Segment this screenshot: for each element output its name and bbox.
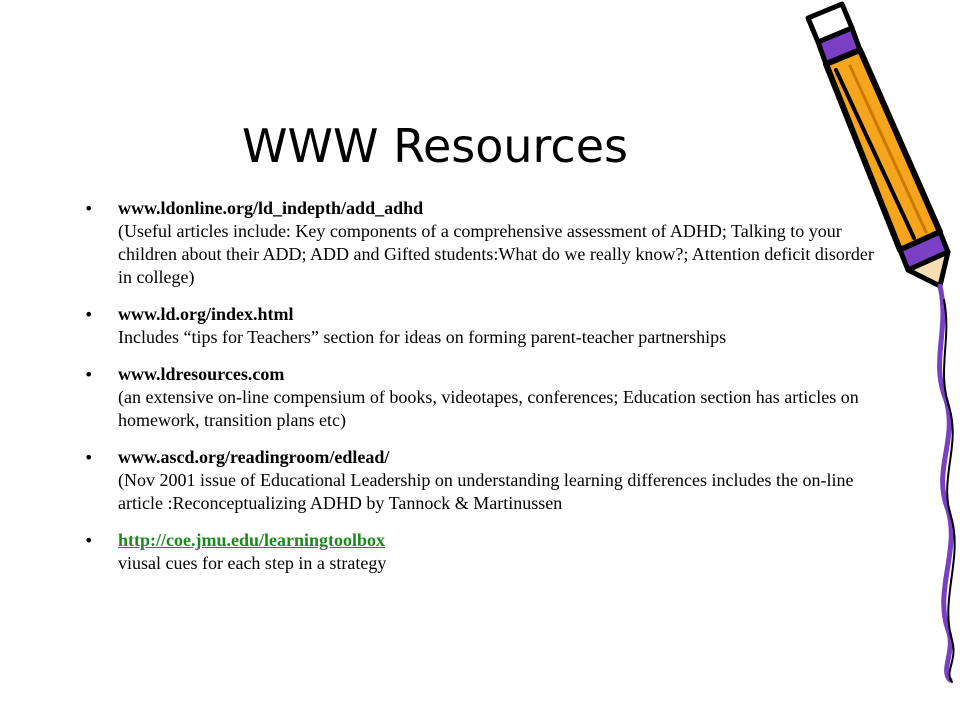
resource-description: (Nov 2001 issue of Educational Leadership on understanding learning differences includes the on-line article :Reconceptualizing ADHD by Tannock & Martinussen — [118, 470, 854, 513]
resource-list — [84, 197, 884, 589]
resource-description: Includes “tips for Teachers” section for ideas on forming parent-teacher partnerships — [118, 327, 727, 347]
list-item — [84, 529, 884, 575]
resource-description: (an extensive on-line compensium of books, videotapes, conferences; Education section has articles on homework, transition plans etc) — [118, 387, 859, 430]
list-item — [84, 446, 884, 515]
pencil-icon — [790, 0, 960, 720]
bullet-icon: • — [84, 199, 94, 218]
list-item — [84, 363, 884, 432]
bullet-icon: • — [84, 448, 94, 467]
list-item — [84, 303, 884, 349]
list-item — [84, 197, 884, 289]
resource-url: www.ldresources.com — [118, 364, 285, 384]
resource-description: (Useful articles include: Key components of a comprehensive assessment of ADHD; Talking to your children about their ADD; ADD and Gifted students:What do we really know?; Attention deficit disorder in college) — [118, 221, 874, 287]
bullet-icon: • — [84, 531, 94, 550]
bullet-icon: • — [84, 305, 94, 324]
learningtoolbox-link[interactable]: http://coe.jmu.edu/learningtoolbox — [118, 530, 386, 550]
resource-url: www.ldonline.org/ld_indepth/add_adhd — [118, 198, 424, 218]
slide-title: WWW Resources — [242, 119, 628, 173]
resource-url: www.ascd.org/readingroom/edlead/ — [118, 447, 390, 467]
bullet-icon: • — [84, 365, 94, 384]
resource-description: viusal cues for each step in a strategy — [118, 553, 387, 573]
resource-url: www.ld.org/index.html — [118, 304, 294, 324]
